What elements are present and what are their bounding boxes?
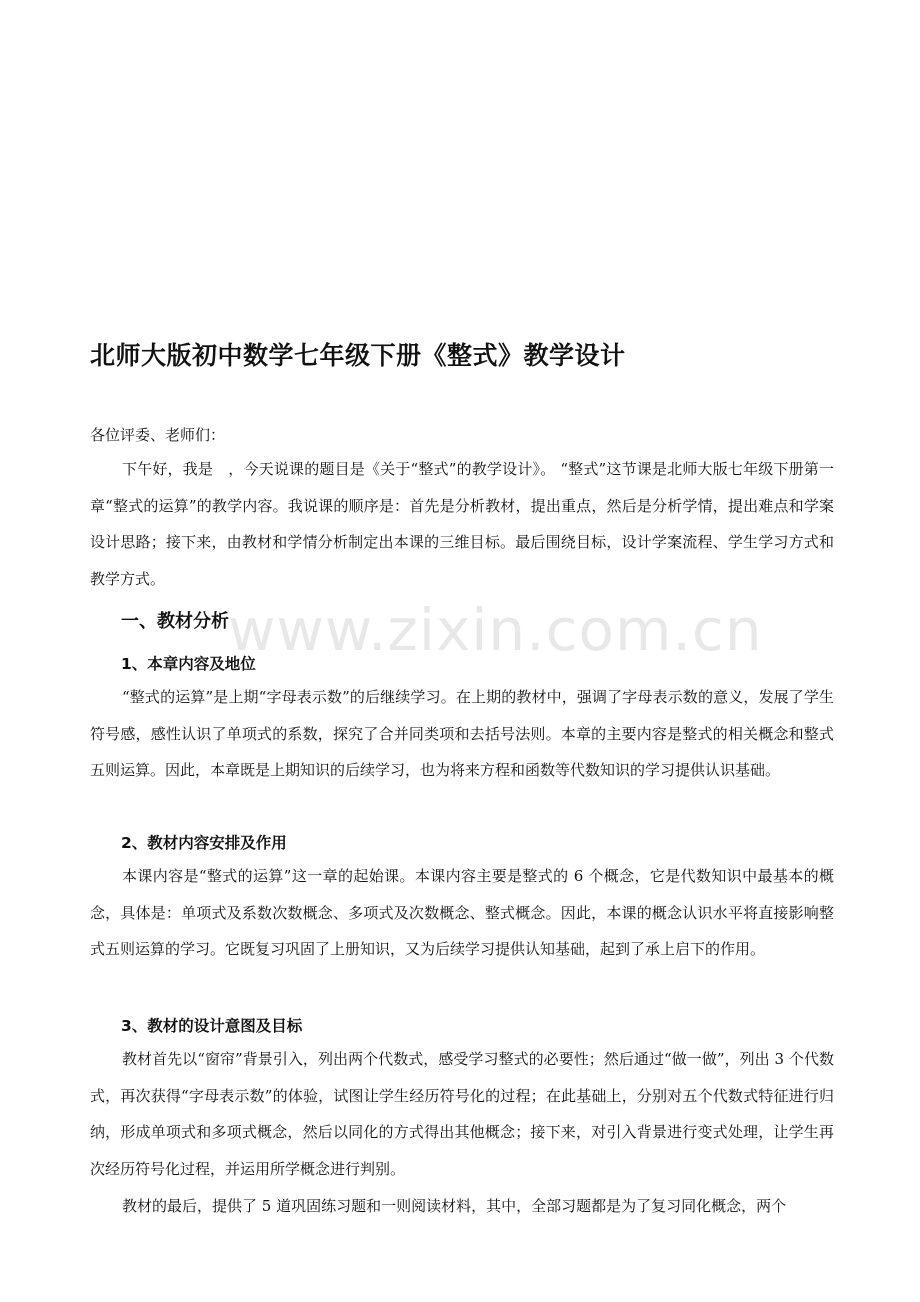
- section-heading-textbook-analysis: 一、教材分析: [121, 611, 229, 632]
- subheading-design-intent: 3、教材的设计意图及目标: [121, 1017, 303, 1035]
- document-title: 北师大版初中数学七年级下册《整式》教学设计: [90, 341, 626, 370]
- paragraph-design-intent: 教材首先以“窗帘”背景引入，列出两个代数式，感受学习整式的必要性；然后通过“做一做”，列出 3 个代数式，再次获得“字母表示数”的体验，试图让学生经历符号化的过程；在此基础上，分别对五个代数式特征进行归纳，形成单项式和多项式概念，然后以同化的方式得出其他概念；接下来，对引入背景进行变式处理，让学生再次经历符号化过程，并运用所学概念进行判别。: [90, 1050, 834, 1178]
- paragraph-content-arrangement: 本课内容是“整式的运算”这一章的起始课。本课内容主要是整式的 6 个概念，它是代数知识中最基本的概念，具体是：单项式及系数次数概念、多项式及次数概念、整式概念。因此，本课的概念认识水平将直接影响整式五则运算的学习。它既复习巩固了上册知识，又为后续学习提供认知基础，起到了承上启下的作用。: [90, 867, 834, 958]
- subheading-content-arrangement: 2、教材内容安排及作用: [121, 834, 287, 852]
- intro-paragraph: 下午好，我是 ，今天说课的题目是《关于“整式”的教学设计》。 “整式”这节课是北师大版七年级下册第一章“整式的运算”的教学内容。我说课的顺序是：首先是分析教材，提出重点，然后是分析学情，提出难点和学案设计思路；接下来，由教材和学情分析制定出本课的三维目标。最后围绕目标，设计学案流程、学生学习方式和教学方式。: [90, 460, 834, 588]
- watermark-text: www.zixin.com.cn: [228, 596, 763, 664]
- subheading-chapter-content: 1、本章内容及地位: [121, 655, 256, 673]
- salutation: 各位评委、老师们：: [90, 426, 226, 444]
- paragraph-chapter-content: “整式的运算”是上期“字母表示数”的后继续学习。在上期的教材中，强调了字母表示数的意义，发展了学生符号感，感性认识了单项式的系数，探究了合并同类项和去括号法则。本章的主要内容是整式的相关概念和整式五则运算。因此，本章既是上期知识的后续学习，也为将来方程和函数等代数知识的学习提供认识基础。: [90, 688, 834, 779]
- paragraph-exercises: 教材的最后，提供了 5 道巩固练习题和一则阅读材料，其中，全部习题都是为了复习同化概念，两个: [122, 1197, 787, 1215]
